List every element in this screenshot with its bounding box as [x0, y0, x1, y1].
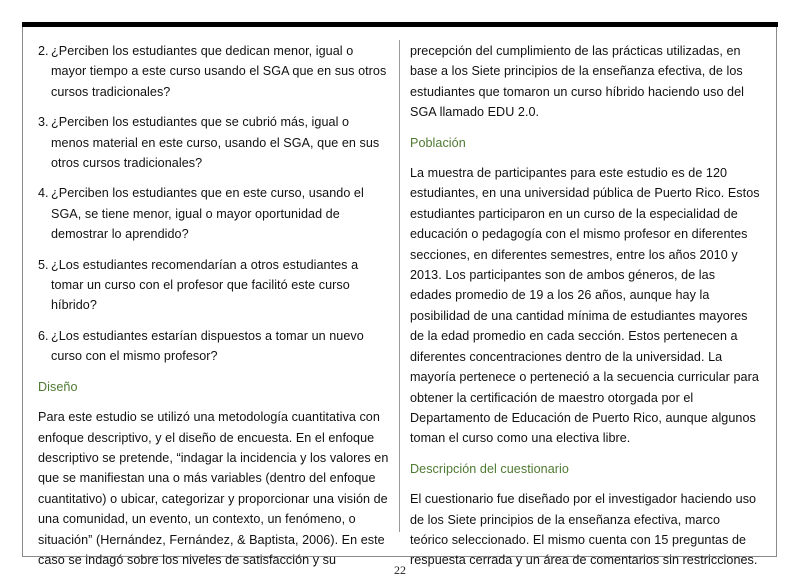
list-item-number: 5. [38, 257, 49, 272]
paragraph-cuestionario: El cuestionario fue diseñado por el investigador haciendo uso de los Siete principios de la enseñanza efectiva, marco teórico seleccionado. El mismo cuenta con 15 preguntas de respuesta cerrada y un área de comentarios sin restricciones. [410, 492, 758, 568]
list-item [38, 255, 390, 316]
list-item-text: ¿Perciben los estudiantes que se cubrió más, igual o menos material en este curso, usando el SGA, que en sus otros cursos tradicionales? [51, 115, 380, 171]
paragraph-poblacion: La muestra de participantes para este estudio es de 120 estudiantes, en una universidad pública de Puerto Rico. Estos estudiantes participaron en un curso de la especialidad de educación o pedagogía con el mismo profesor en diferentes secciones, en diferentes semestres, entre los años 2010 y 2013. Los participantes son de ambos géneros, de las edades promedio de 19 a los 26 años, aunque hay la posibilidad de una cantidad mínima de estudiantes mayores de la edad promedio en cada sección. Estos pertenecen a diferentes concentraciones dentro de la universidad. La mayoría pertenece o perteneció a la secuencia curricular para obtener la certificación de maestro otorgada por el Departamento de Educación de Puerto Rico, aunque algunos toman el curso como una electiva libre. [410, 166, 760, 446]
section-heading-poblacion: Población [410, 135, 466, 150]
list-item-text: ¿Perciben los estudiantes que dedican menor, igual o mayor tiempo a este curso usando el SGA que en sus otros cursos tradicionales? [51, 44, 387, 99]
list-item [38, 326, 390, 367]
list-item [38, 112, 390, 173]
right-column [410, 41, 760, 581]
left-column [38, 41, 390, 580]
list-item-number: 6. [38, 328, 49, 343]
paragraph-diseno: Para este estudio se utilizó una metodología cuantitativa con enfoque descriptivo, y el diseño de encuesta. En el enfoque descriptivo se pretende, “indagar la incidencia y los valores en que se manifiestan una o más variables (dentro del enfoque cuantitativo) o ubicar, categorizar y proporcionar una visión de una comunidad, un evento, un contexto, un fenómeno, o situación” (Hernández, Fernández, & Baptista, 2006). En este caso se indagó sobre los niveles de satisfacción y su [38, 410, 389, 567]
list-item [38, 41, 390, 102]
paragraph-intro: precepción del cumplimiento de las prácticas utilizadas, en base a los Siete principios de la enseñanza efectiva, de los estudiantes que tomaron un curso híbrido haciendo uso del SGA llamado EDU 2.0. [410, 44, 745, 120]
list-item-text: ¿Los estudiantes recomendarían a otros estudiantes a tomar un curso con el profesor que facilitó este curso híbrido? [51, 257, 359, 313]
section-heading-diseno: Diseño [38, 379, 78, 394]
column-divider [399, 40, 400, 532]
section-heading-cuestionario: Descripción del cuestionario [410, 461, 569, 476]
list-item-number: 3. [38, 115, 49, 130]
list-item-text: ¿Perciben los estudiantes que en este curso, usando el SGA, se tiene menor, igual o mayor oportunidad de demostrar lo aprendido? [51, 186, 364, 242]
page-number: 22 [394, 563, 406, 577]
list-item-number: 2. [38, 44, 49, 58]
list-item-number: 4. [38, 186, 49, 201]
list-item-text: ¿Los estudiantes estarían dispuestos a tomar un nuevo curso con el mismo profesor? [51, 328, 364, 364]
list-item [38, 183, 390, 244]
